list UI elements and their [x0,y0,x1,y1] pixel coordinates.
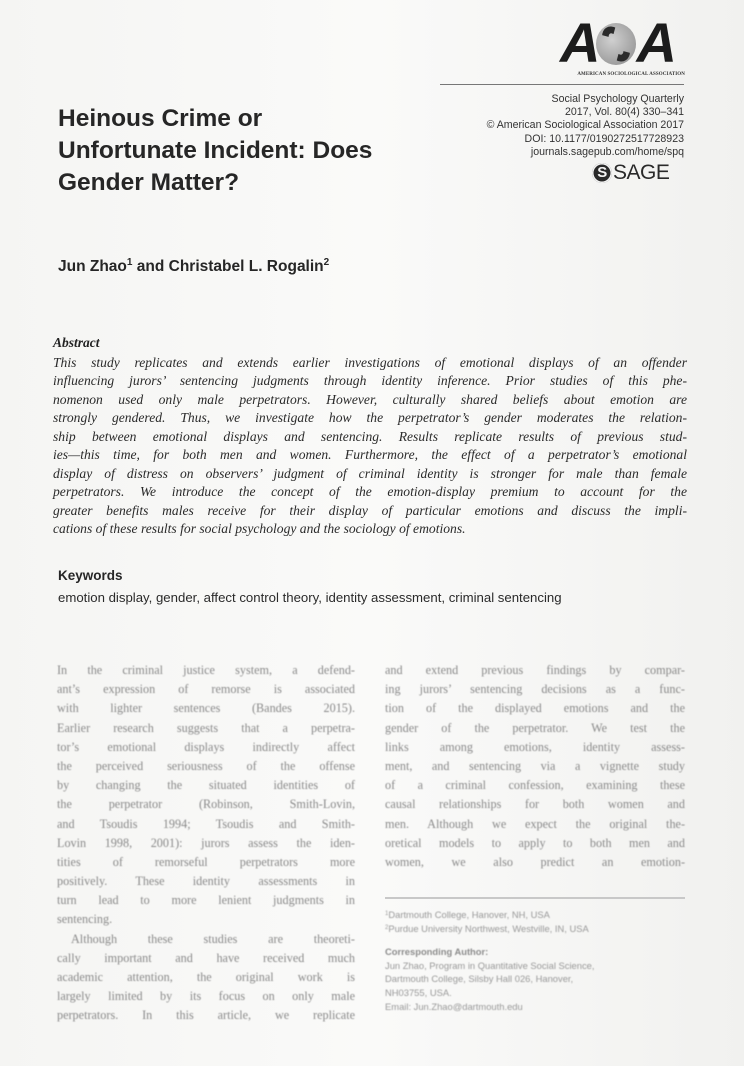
body-line: with lighter sentences (Bandes 2015). [57,701,355,716]
journal-name: Social Psychology Quarterly [551,93,684,105]
abstract-text [53,354,687,538]
affiliation-text: Purdue University Northwest, Westville, IN, USA [388,922,589,934]
author-name: Jun Zhao [58,258,127,275]
affiliation-mark: 1 [385,911,389,917]
corresponding-line: NH03755, USA. [385,986,452,998]
body-line: perpetrators. In this article, we replicate [57,1008,355,1023]
footnote-divider [385,897,685,899]
keywords-list: emotion display, gender, affect control theory, identity assessment, criminal sentencing [58,590,562,605]
affiliation-footnote [385,922,705,936]
asa-logo [560,11,685,80]
corresponding-line: Dartmouth College, Silsby Hall 026, Hanover, [385,973,574,985]
corresponding-author-heading: Corresponding Author: [385,946,489,958]
body-line: sentencing. [57,912,113,927]
abstract-line: display of distress on observers’ judgment of criminal identity is stronger for male than female [53,465,687,481]
body-line: cally important and have received much [57,950,355,965]
body-line: Although these studies are theoreti- [71,931,355,946]
abstract-line: influencing jurors’ sentencing judgments through identity inference. Prior studies of this phe- [53,373,687,389]
body-line: the perpetrator (Robinson, Smith-Lovin, [57,797,355,812]
body-line: oretical models to apply to both men and [385,835,685,850]
body-line: men. Although we expect the original the- [385,816,685,831]
body-column-right [385,661,685,872]
title-line: Gender Matter? [58,169,240,196]
affiliation-text: Dartmouth College, Hanover, NH, USA [388,909,550,920]
journal-copyright: © American Sociological Association 2017 [486,119,684,132]
body-line: In the criminal justice system, a defend- [57,663,355,677]
body-line: tities of remorseful perpetrators more [57,854,355,869]
corresponding-line: Jun Zhao, Program in Quantitative Social Science, [385,959,595,971]
abstract-line: greater benefits males receive for their display of particular emotions and discuss the impli- [53,502,687,518]
asa-globe-s-icon [596,23,636,65]
body-line: gender of the perpetrator. We test the [385,720,685,735]
asa-caption: AMERICAN SOCIOLOGICAL ASSOCIATION [577,72,685,77]
abstract-line: strongly gendered. Thus, we investigate how the perpetrator’s gender moderates the relation- [53,410,687,426]
asa-letter-a2: A [636,11,673,74]
body-line: links among emotions, identity assess- [385,739,685,754]
affiliation-mark: 2 [385,924,389,931]
body-line: tion of the displayed emotions and the [385,701,685,716]
author-list [58,257,329,276]
body-line: of a criminal confession, examining these [385,778,685,793]
abstract-heading: Abstract [53,335,100,350]
asa-logo-icon [560,11,685,74]
body-line: by changing the situated identities of [57,778,355,793]
affiliation-mark: 1 [126,257,133,268]
body-line: women, we also predict an emotion- [385,854,685,869]
affiliation-footnote [385,908,705,922]
body-line: ing jurors’ sentencing decisions as a func- [385,682,685,697]
title-line: Unfortunate Incident: Does [58,137,373,164]
body-line: Lovin 1998, 2001): jurors assess the iden- [57,835,355,850]
body-line: academic attention, the original work is [57,970,355,984]
body-line: ant’s expression of remorse is associated [57,682,355,697]
sage-logo-icon: S [592,163,612,183]
journal-doi[interactable]: DOI: 10.1177/0190272517728923 [524,132,684,145]
asa-letter-a1: A [560,11,597,74]
abstract-line: cations of these results for social psychology and the sociology of emotions. [53,520,466,536]
journal-volume: 2017, Vol. 80(4) 330–341 [565,106,684,119]
abstract-line: ies—this time, for both men and women. Furthermore, the effect of a perpetrator’s emotional [53,447,687,463]
body-column-left [57,661,355,1026]
journal-url[interactable]: journals.sagepub.com/home/spq [530,145,684,158]
abstract-line: perpetrators. We introduce the concept of the emotion-display premium to account for the [53,484,687,500]
abstract-line: This study replicates and extends earlier investigations of emotional displays of an offender [53,355,687,370]
body-line: and Tsoudis 1994; Tsoudis and Smith- [57,816,355,831]
body-line: causal relationships for both women and [385,797,685,812]
body-line: the perceived seriousness of the offense [57,758,355,773]
header-divider [440,84,684,85]
title-line: Heinous Crime or [58,105,263,132]
body-line: positively. These identity assessments in [57,874,355,889]
article-title [58,103,458,199]
body-line: largely limited by its focus on only male [57,989,355,1004]
sage-wordmark: SAGE [613,161,670,184]
author-name: Christabel L. Rogalin [168,258,324,275]
body-line: and extend previous findings by compar- [385,663,685,677]
sage-logo [592,160,669,186]
body-line: tor’s emotional displays indirectly affect [57,739,355,754]
keywords-heading: Keywords [58,568,123,583]
affiliation-mark: 2 [323,257,330,268]
corresponding-email[interactable]: Email: Jun.Zhao@dartmouth.edu [385,1000,523,1012]
body-line: ment, and sentencing via a vignette study [385,758,685,773]
body-line: Earlier research suggests that a perpetra- [57,720,355,735]
abstract-line: nomenon used only male perpetrators. However, culturally shared beliefs about emotion are [53,391,687,407]
footnotes [385,908,705,1013]
body-line: turn lead to more lenient judgments in [57,893,355,908]
author-joiner: and [132,258,169,275]
journal-info [487,93,684,159]
abstract-line: ship between emotional displays and sentencing. Results replicate results of previous stud- [53,428,687,444]
